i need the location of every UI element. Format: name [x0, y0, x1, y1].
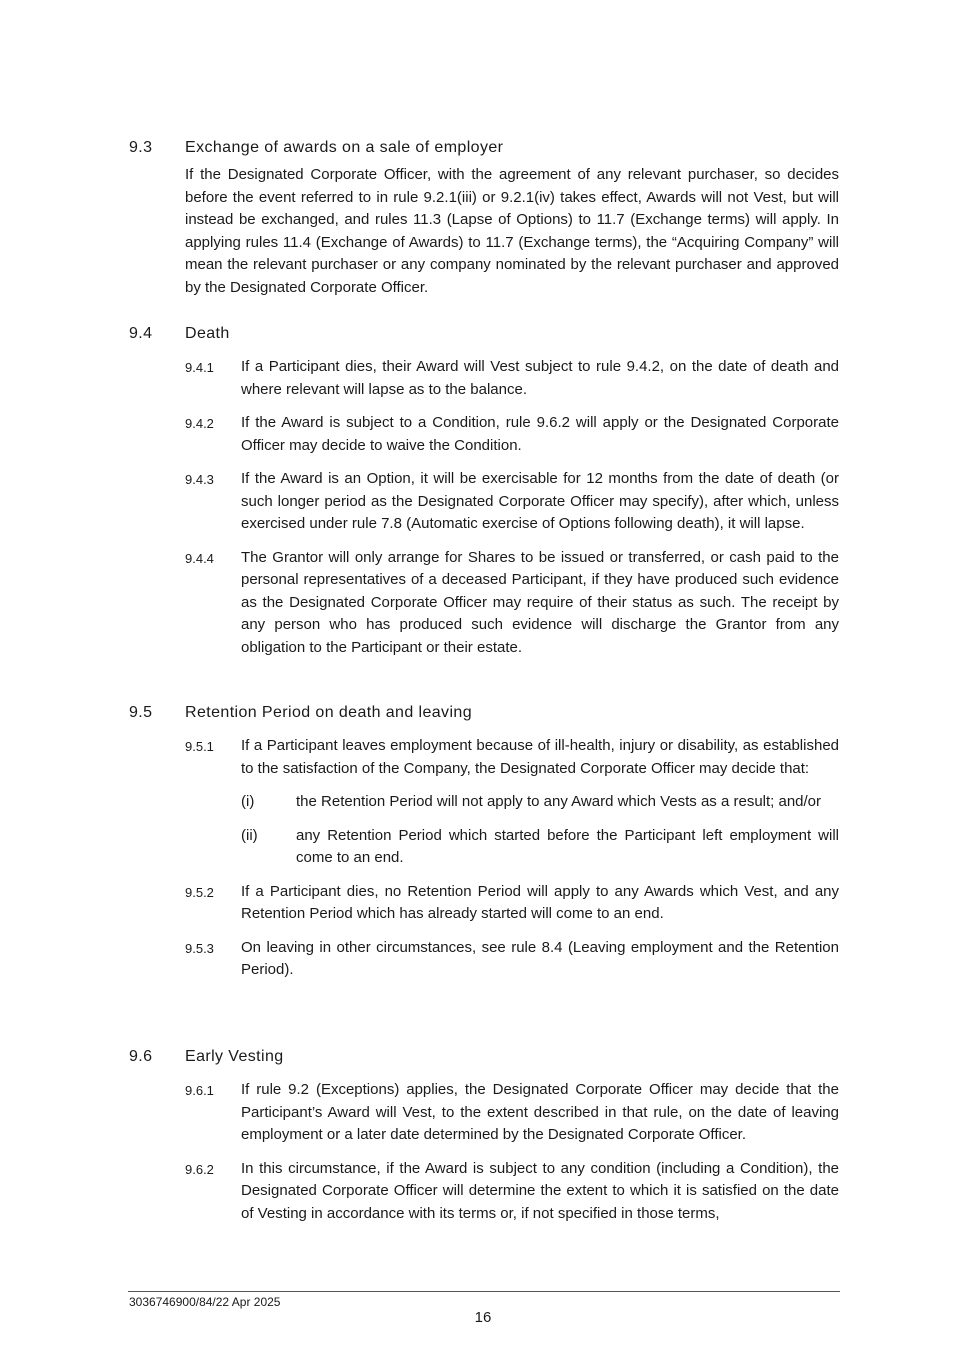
section-number: 9.3	[129, 139, 153, 156]
section-number: 9.6	[129, 1048, 153, 1065]
section-9-3	[129, 137, 839, 299]
subclause-text: If rule 9.2 (Exceptions) applies, the Designated Corporate Officer may decide that the Participant’s Award will Vest, to the extent described in that rule, on the date of leaving employment or a later date determined by the Designated Corporate Officer.	[241, 1081, 839, 1143]
subclause	[185, 1079, 839, 1147]
section-number: 9.5	[129, 704, 153, 721]
subclause-number: 9.4.1	[185, 360, 214, 375]
list-item	[241, 825, 839, 870]
subclause-number: 9.4.4	[185, 550, 214, 566]
subclause	[185, 356, 839, 401]
subclause	[185, 1158, 839, 1226]
subclause	[185, 412, 839, 457]
subclause	[185, 881, 839, 926]
subclause-number: 9.6.1	[185, 1083, 214, 1098]
subclause-text: If a Participant dies, their Award will Vest subject to rule 9.4.2, on the date of death and where relevant will lapse as to the balance.	[241, 358, 839, 398]
subclause-number: 9.4.2	[185, 416, 214, 431]
section-9-5	[129, 702, 839, 982]
subclause-text: On leaving in other circumstances, see rule 8.4 (Leaving employment and the Retention Period).	[241, 938, 839, 978]
subclause-text: In this circumstance, if the Award is subject to any condition (including a Condition), the Designated Corporate Officer will determine the extent to which it is satisfied on the date of Vesting in accordance with its terms or, if not specified in those terms,	[241, 1159, 839, 1222]
subclause	[185, 937, 839, 982]
subclause-text: If a Participant dies, no Retention Period will apply to any Awards which Vest, and any Retention Period which has already started will come to an end.	[241, 882, 839, 922]
subclause-text: If the Award is an Option, it will be exercisable for 12 months from the date of death (or such longer period as the Designated Corporate Officer may specify), after which, unless exercised under rule 7.8 (Automatic exercise of Options following death), it will lapse.	[241, 470, 839, 532]
section-9-6	[129, 1046, 839, 1225]
subclause-number: 9.6.2	[185, 1161, 214, 1177]
footer-reference: 3036746900/84/22 Apr 2025	[129, 1295, 281, 1309]
footer-divider	[128, 1291, 840, 1292]
page-number: 16	[474, 1309, 492, 1326]
list-item-text: the Retention Period will not apply to any Award which Vests as a result; and/or	[296, 793, 822, 810]
section-9-4	[129, 323, 839, 659]
list-item-number: (ii)	[241, 826, 258, 844]
section-heading	[129, 323, 839, 345]
section-title: Exchange of awards on a sale of employer	[185, 139, 504, 156]
section-title: Early Vesting	[185, 1048, 284, 1065]
section-title: Retention Period on death and leaving	[185, 704, 473, 721]
list-item-number: (i)	[241, 793, 255, 810]
list-item-text: any Retention Period which started before the Participant left employment will come to an end.	[296, 826, 839, 866]
list-item	[241, 791, 839, 814]
subclause-text: The Grantor will only arrange for Shares to be issued or transferred, or cash paid to the personal representatives of a deceased Participant, if they have produced such evidence as the Designated Corporate Officer may require of their status as such. The receipt by any person who has produced such evidence will discharge the Grantor from any obligation to the Participant or their estate.	[241, 548, 839, 656]
subclause-text: If the Award is subject to a Condition, rule 9.6.2 will apply or the Designated Corporate Officer may decide to waive the Condition.	[241, 414, 839, 454]
subclause	[185, 468, 839, 536]
subclause-body	[241, 735, 839, 870]
section-heading	[129, 137, 839, 159]
subclause-number: 9.5.2	[185, 884, 214, 900]
section-paragraph: If the Designated Corporate Officer, with the agreement of any relevant purchaser, so decides before the event referred to in rule 9.2.1(iii) or 9.2.1(iv) takes effect, Awards will not Vest, but will instead be exchanged, and rules 11.3 (Lapse of Options) to 11.7 (Exchange terms) will apply. In applying rules 11.4 (Exchange of Awards) to 11.7 (Exchange terms), the “Acquiring Company” will mean the relevant purchaser or any company nominated by the relevant purchaser and approved by the Designated Corporate Officer.	[185, 166, 839, 296]
subclause-number: 9.4.3	[185, 472, 214, 487]
section-number: 9.4	[129, 325, 153, 342]
subclause	[185, 547, 839, 660]
subclause	[185, 735, 839, 870]
subclause-number: 9.5.1	[185, 739, 214, 754]
section-heading	[129, 702, 839, 724]
subclause-text: If a Participant leaves employment because of ill-health, injury or disability, as established to the satisfaction of the Company, the Designated Corporate Officer may decide that:	[241, 737, 839, 777]
section-title: Death	[185, 325, 230, 342]
subclause-number: 9.5.3	[185, 940, 214, 956]
section-heading	[129, 1046, 839, 1068]
